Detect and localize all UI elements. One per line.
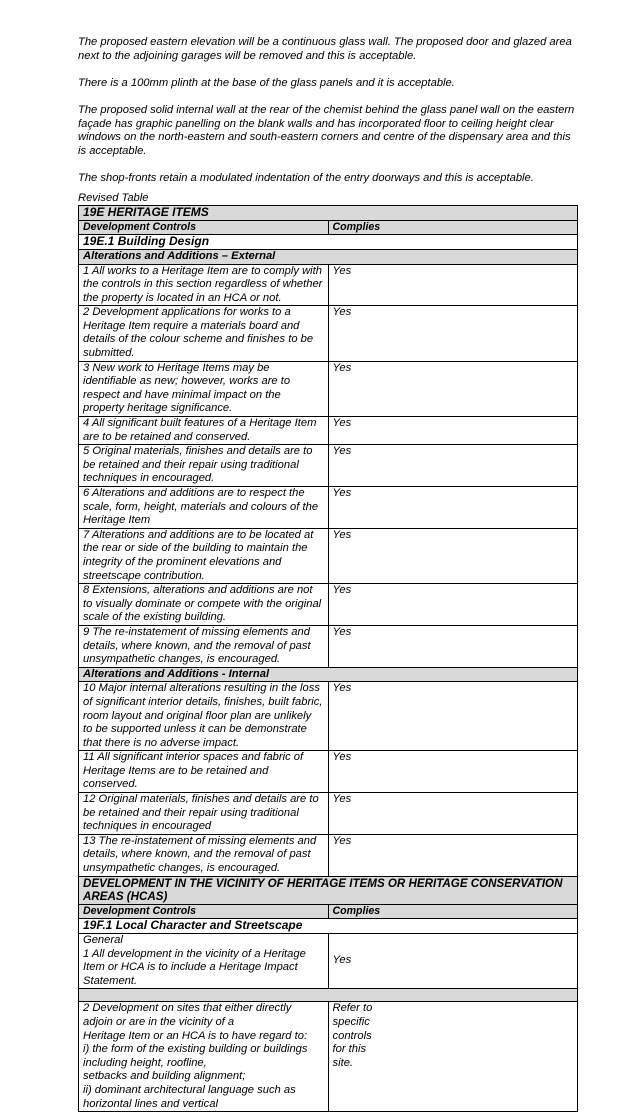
table-row [79, 264, 578, 306]
table-section-title-row [79, 876, 578, 904]
control-line: setbacks and building alignment; [83, 1070, 246, 1083]
complies-cell: Yes [328, 528, 578, 583]
column-header-complies: Complies [328, 220, 578, 235]
column-header-controls: Development Controls [79, 220, 329, 235]
group-row [79, 249, 578, 264]
control-cell: 10 Major internal alterations resulting in the loss of significant interior details, finishes, built fabric, room layout and original floor plan are unlikely to be supported unless it can be demonstrate that there is no adverse impact. [79, 682, 329, 751]
control-line: ii) dominant architectural language such as horizontal lines and vertical [83, 1083, 296, 1110]
document-page [78, 36, 580, 1112]
complies-line: Refer to [332, 1002, 373, 1015]
control-line: i) the form of the existing building or buildings including height, roofline, [83, 1043, 308, 1069]
control-cell: 11 All significant interior spaces and fabric of Heritage Items are to be retained and conserved. [79, 751, 329, 793]
table-row [79, 528, 578, 583]
column-header-controls: Development Controls [79, 904, 329, 919]
subsection-local-character: 19F.1 Local Character and Streetscape [79, 919, 578, 934]
table-caption: Revised Table [78, 191, 149, 204]
paragraph-plinth: There is a 100mm plinth at the base of the glass panels and it is acceptable. [78, 76, 455, 89]
control-cell: 2 Development applications for works to a Heritage Item require a materials board and details of the colour scheme and finishes to be submitted. [79, 306, 329, 361]
complies-cell: Yes [328, 751, 578, 793]
complies-line: for this [332, 1043, 367, 1056]
control-cell: 6 Alterations and additions are to respect the scale, form, height, materials and colours of the Heritage Item [79, 487, 329, 529]
table-row [79, 417, 578, 445]
group-row [79, 667, 578, 682]
control-line: 2 Development on sites that either directly adjoin or are in the vicinity of a [83, 1002, 292, 1028]
control-cell: 12 Original materials, finishes and details are to be retained and their repair using traditional techniques in encouraged [79, 793, 329, 835]
table-row [79, 934, 578, 989]
group-external: Alterations and Additions – External [79, 249, 578, 264]
blank-cell [79, 989, 578, 1002]
table-header-row [79, 904, 578, 919]
control-cell [79, 1002, 329, 1112]
table-row [79, 1002, 578, 1112]
complies-cell: Yes [328, 417, 578, 445]
complies-line: controls [332, 1029, 372, 1042]
table-row [79, 487, 578, 529]
complies-cell: Yes [328, 793, 578, 835]
complies-cell: Yes [328, 445, 578, 487]
control-cell: 1 All works to a Heritage Item are to comply with the controls in this section regardless of whether the property is located in an HCA or not. [79, 264, 329, 306]
complies-line: specific [332, 1015, 370, 1028]
control-cell: 13 The re-instatement of missing elements and details, where known, and the removal of past unsympathetic changes, is encouraged. [79, 834, 329, 876]
heritage-controls-table [78, 205, 578, 1112]
subsection-row [79, 919, 578, 934]
general-label: General [83, 934, 123, 946]
table-row [79, 445, 578, 487]
control-text: 1 All development in the vicinity of a Heritage Item or HCA is to include a Heritage Impact Statement. [83, 947, 306, 987]
complies-cell [328, 1002, 578, 1112]
complies-cell: Yes [328, 834, 578, 876]
section-title-vicinity: DEVELOPMENT IN THE VICINITY OF HERITAGE ITEMS OR HERITAGE CONSERVATION AREAS (HCAS) [79, 876, 578, 904]
subsection-row [79, 235, 578, 250]
table-row [79, 625, 578, 667]
paragraph-shop-fronts: The shop-fronts retain a modulated indentation of the entry doorways and this is acceptable. [78, 171, 534, 184]
subsection-building-design: 19E.1 Building Design [79, 235, 578, 250]
table-row [79, 306, 578, 361]
group-internal: Alterations and Additions - Internal [79, 667, 578, 682]
complies-cell: Yes [328, 682, 578, 751]
table-section-title-row [79, 206, 578, 221]
paragraph-eastern-elevation: The proposed eastern elevation will be a continuous glass wall. The proposed door and glazed area next to the adjoining garages will be removed and this is acceptable. [78, 36, 572, 62]
control-cell: 3 New work to Heritage Items may be identifiable as new; however, works are to respect and have minimal impact on the property heritage significance. [79, 361, 329, 416]
column-header-complies: Complies [328, 904, 578, 919]
table-header-row [79, 220, 578, 235]
paragraph-internal-wall: The proposed solid internal wall at the rear of the chemist behind the glass panel wall on the eastern façade has graphic panelling on the blank walls and has incorporated floor to ceiling height clear windows on the north-eastern and south-eastern corners and centre of the dispensary area and this is acceptable. [78, 103, 575, 157]
table-row [79, 793, 578, 835]
table-row [79, 361, 578, 416]
table-row [79, 751, 578, 793]
table-row [79, 682, 578, 751]
complies-cell: Yes [328, 625, 578, 667]
control-line: Heritage Item or an HCA is to have regard to: [83, 1029, 308, 1042]
complies-line: site. [332, 1056, 354, 1069]
complies-cell: Yes [328, 584, 578, 626]
control-cell [79, 934, 329, 989]
table-row [79, 584, 578, 626]
blank-separator-row [79, 989, 578, 1002]
control-cell: 5 Original materials, finishes and details are to be retained and their repair using traditional techniques in encouraged. [79, 445, 329, 487]
control-cell: 9 The re-instatement of missing elements and details, where known, and the removal of past unsympathetic changes, is encouraged. [79, 625, 329, 667]
section-title-heritage-items: 19E HERITAGE ITEMS [79, 206, 578, 221]
control-cell: 8 Extensions, alterations and additions are not to visually dominate or compete with the original scale of the existing building. [79, 584, 329, 626]
control-cell: 4 All significant built features of a Heritage Item are to be retained and conserved. [79, 417, 329, 445]
complies-cell: Yes [328, 264, 578, 306]
table-row [79, 834, 578, 876]
complies-cell: Yes [328, 306, 578, 361]
complies-text: Yes [332, 954, 352, 967]
complies-cell [328, 934, 578, 989]
complies-cell: Yes [328, 487, 578, 529]
control-cell: 7 Alterations and additions are to be located at the rear or side of the building to maintain the integrity of the prominent elevations and streetscape contribution. [79, 528, 329, 583]
complies-cell: Yes [328, 361, 578, 416]
